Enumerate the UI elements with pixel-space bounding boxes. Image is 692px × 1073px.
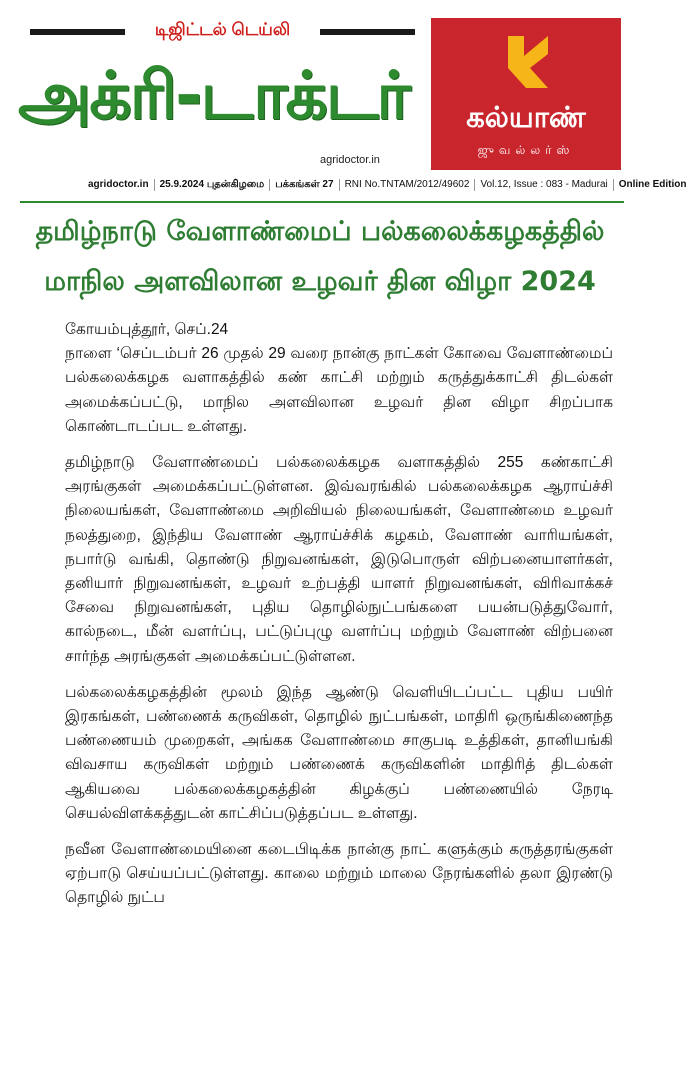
tagline-rule-left bbox=[30, 29, 125, 35]
info-date: 25.9.2024 புதன்கிழமை bbox=[154, 179, 270, 191]
masthead-tagline: டிஜிட்டல் டெய்லி bbox=[154, 20, 291, 39]
article-paragraph: நவீன வேளாண்மையினை கடைபிடிக்க நான்கு நாட் களுக்கும் கருத்தரங்குகள் ஏற்பாடு செய்யப்பட்டுள்ளது. காலை மற்றும் மாலை நேரங்களில் தலா இரண்டு தொழில் நுட்ப bbox=[65, 841, 613, 907]
ad-brand-subtitle: ஜுவல்லர்ஸ் bbox=[477, 143, 575, 157]
issue-info-bar bbox=[88, 177, 687, 193]
article-dateline: கோயம்புத்தூர், செப்.24 bbox=[65, 321, 229, 338]
kalyan-advertisement[interactable] bbox=[431, 18, 621, 170]
info-pages: பக்கங்கள் 27 bbox=[269, 179, 338, 191]
info-volume: Vol.12, Issue : 083 - Madurai bbox=[474, 179, 612, 191]
article-paragraph: நாளை ‘செப்டம்பர் 26 முதல் 29 வரை நான்கு நாட்கள் கோவை வேளாண்மைப் பல்கலைக்கழக வளாகத்தில் கண் காட்சி மற்றும் கருத்துக்காட்சி திடல்கள் அமைக்கப்பட்டு, மாநில அளவிலான உழவர் தின விழா சிறப்பாக கொண்டாடப்பட உள்ளது. bbox=[65, 345, 613, 435]
article-paragraph: பல்கலைக்கழகத்தின் மூலம் இந்த ஆண்டு வெளியிடப்பட்ட புதிய பயிர் இரகங்கள், பண்ணைக் கருவிகள், தொழில் நுட்பங்கள், மாதிரி ஒருங்கிணைந்த பண்ணையம் முறைகள், அங்கக வேளாண்மை சாகுபடி உத்திகள், தானியங்கி விவசாய கருவிகள் மற்றும் பண்ணைக் கருவிகளின் மாதிரித் திடல்கள் ஆகியவை பல்கலைக்கழகத்தின் கிழக்குப் பண்ணையில் நேரடி செயல்விளக்கத்துடன் காட்சிப்படுத்தப்பட உள்ளது. bbox=[65, 683, 613, 822]
info-site: agridoctor.in bbox=[88, 179, 149, 190]
masthead bbox=[0, 0, 687, 205]
masthead-site: agridoctor.in bbox=[320, 154, 380, 166]
info-edition: Online Edition bbox=[613, 179, 692, 191]
tagline-bar bbox=[30, 22, 415, 42]
info-rni: RNI No.TNTAM/2012/49602 bbox=[339, 179, 475, 191]
masthead-divider bbox=[20, 201, 624, 203]
kalyan-logo-icon bbox=[504, 34, 552, 90]
ad-brand-name: கல்யாண் bbox=[466, 100, 586, 134]
article-paragraph: தமிழ்நாடு வேளாண்மைப் பல்கலைக்கழக வளாகத்தில் 255 கண்காட்சி அரங்குகள் அமைக்கப்பட்டுள்ளன. இவ்வரங்கில் பல்கலைக்கழக ஆராய்ச்சி நிலையங்கள், வேளாண்மை அறிவியல் நிலையங்கள், வேளாண்மை உழவர் நலத்துறை, இந்திய வேளாண் ஆராய்ச்சிக் கழகம், வேளாண் வாரியங்கள், நபார்டு வங்கி, தொண்டு நிறுவனங்கள், இடுபொருள் விற்பனையாளர்கள், தனியார் நிறுவனங்கள், உழவர் உற்பத்தி யாளர் நிறுவனங்கள், விரிவாக்கச் சேவை நிறுவனங்கள், புதிய தொழில்நுட்பங்களை பயன்படுத்துவோர், கால்நடை, மீன் வளர்ப்பு, பட்டுப்புழு வளர்ப்பு மற்றும் வேளாண் விற்பனை சார்ந்த அரங்குகள் அமைக்கப்பட்டுள்ளன. bbox=[65, 454, 613, 665]
headline-line-2: மாநில அளவிலான உழவர் தின விழா 2024 bbox=[44, 266, 596, 297]
headline-line-1: தமிழ்நாடு வேளாண்மைப் பல்கலைக்கழகத்தில் bbox=[35, 216, 605, 247]
article-body bbox=[65, 318, 613, 923]
tagline-rule-right bbox=[320, 29, 415, 35]
masthead-title: அக்ரி-டாக்டர் bbox=[18, 57, 409, 134]
